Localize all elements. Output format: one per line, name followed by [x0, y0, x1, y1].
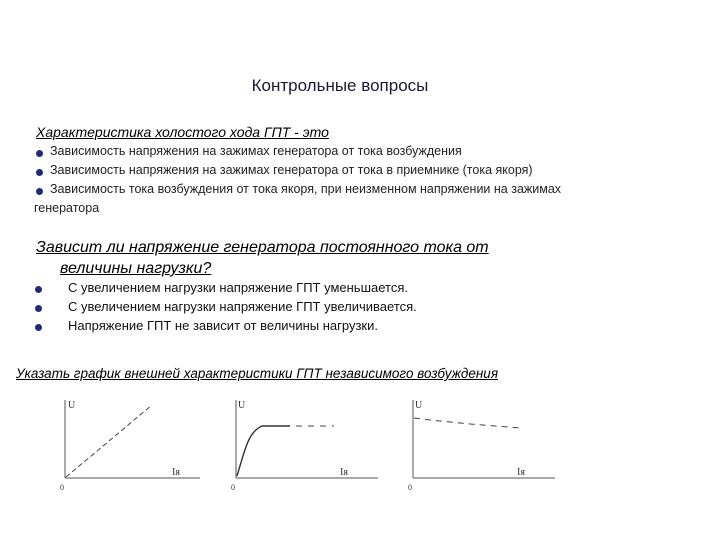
- q2-option-3[interactable]: Напряжение ГПТ не зависит от величины нагрузки.: [68, 318, 378, 333]
- graph-1[interactable]: [60, 400, 200, 492]
- q1-option-3-continued: генератора: [34, 201, 100, 215]
- graph-3-curve: [414, 418, 520, 428]
- graph-2-origin-label: 0: [231, 483, 235, 492]
- graph-1-origin-label: 0: [60, 483, 64, 492]
- q1-option-2[interactable]: Зависимость напряжения на зажимах генератора от тока в приемнике (тока якоря): [50, 163, 533, 177]
- graph-2-x-label: Iя: [340, 467, 348, 478]
- question-2-text-line1: Зависит ли напряжение генератора постоянного тока от: [36, 239, 489, 256]
- graph-1-y-label: U: [68, 400, 76, 411]
- graph-2-curve: [237, 426, 290, 476]
- graph-1-x-label: Iя: [172, 467, 180, 478]
- q2-option-2[interactable]: С увеличением нагрузки напряжение ГПТ увеличивается.: [68, 299, 417, 314]
- question-2-text-line2: величины нагрузки?: [60, 260, 212, 277]
- graph-2[interactable]: [231, 400, 378, 492]
- graph-3-y-label: U: [415, 400, 423, 411]
- q1-option-3[interactable]: Зависимость тока возбуждения от тока якоря, при неизменном напряжении на зажимах: [50, 182, 562, 196]
- q1-option-1[interactable]: Зависимость напряжения на зажимах генератора от тока возбуждения: [50, 144, 462, 158]
- question-1-text: Характеристика холостого хода ГПТ - это: [36, 124, 329, 140]
- page-title: Контрольные вопросы: [251, 76, 429, 95]
- q2-option-1[interactable]: С увеличением нагрузки напряжение ГПТ уменьшается.: [68, 280, 408, 295]
- graph-3-origin-label: 0: [408, 483, 412, 492]
- graph-1-curve: [66, 405, 152, 477]
- graph-3[interactable]: [408, 400, 555, 492]
- graph-2-y-label: U: [238, 400, 246, 411]
- graph-3-x-label: Iя: [517, 467, 525, 478]
- question-3-text: Указать график внешней характеристики ГПТ независимого возбуждения: [16, 366, 499, 381]
